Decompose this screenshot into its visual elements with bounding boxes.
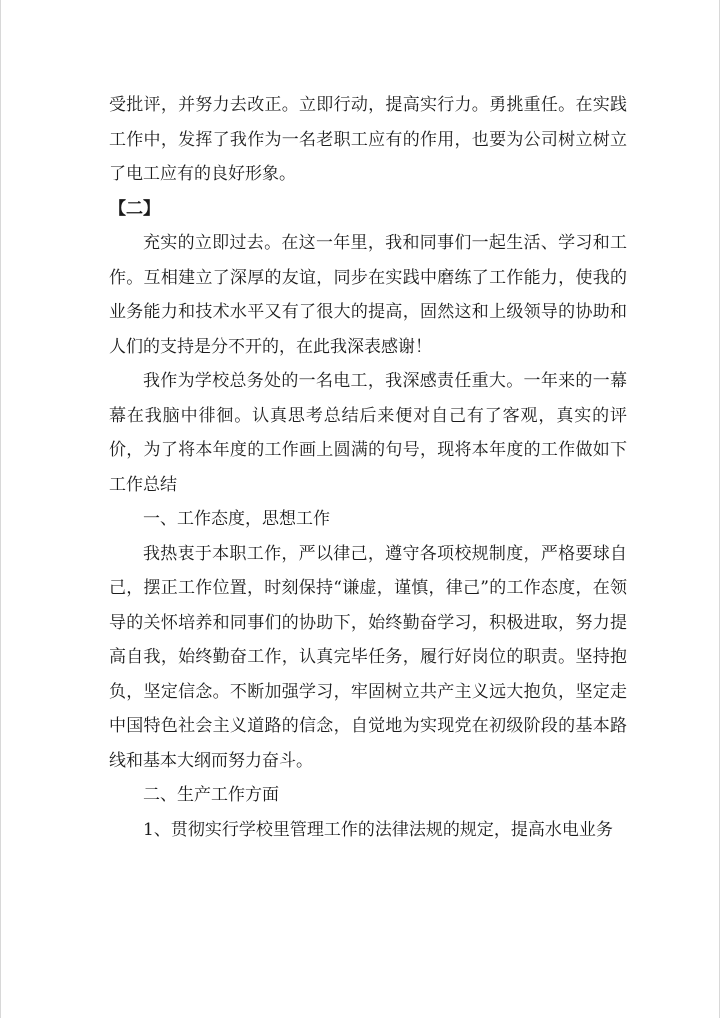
section-heading-attitude: 一、工作态度，思想工作 xyxy=(143,509,330,529)
document-body xyxy=(109,88,627,847)
section-heading-production: 二、生产工作方面 xyxy=(143,785,279,805)
section-marker: 【二】 xyxy=(109,198,160,219)
paragraph-continuation: 受批评，并努力去改正。立即行动，提高实行力。勇挑重任。在实践工作中，发挥了我作为一名老职工应有的作用，也要为公司树立树立了电工应有的良好形象。 xyxy=(109,95,627,184)
paragraph-intro: 充实的立即过去。在这一年里，我和同事们一起生活、学习和工作。互相建立了深厚的友谊，同步在实践中磨练了工作能力，使我的业务能力和技术水平又有了很大的提高，固然这和上级领导的协助和人们的支持是分不开的，在此我深表感谢！ xyxy=(109,233,627,357)
paragraph-attitude: 我热衷于本职工作，严以律己，遵守各项校规制度，严格要球自己，摆正工作位置，时刻保持“谦虚，谨慎，律己”的工作态度，在领导的关怀培养和同事们的协助下，始终勤奋学习，积极进取，努力提高自我，始终勤奋工作，认真完毕任务，履行好岗位的职责。坚持抱负，坚定信念。不断加强学习，牢固树立共产主义远大抱负，坚定走中国特色社会主义道路的信念，自觉地为实现党在初级阶段的基本路线和基本大纲而努力奋斗。 xyxy=(109,543,627,771)
paragraph-item-1: 1、贯彻实行学校里管理工作的法律法规的规定，提高水电业务 xyxy=(143,819,613,840)
paragraph-role: 我作为学校总务处的一名电工，我深感责任重大。一年来的一幕幕在我脑中徘徊。认真思考总结后来便对自己有了客观，真实的评价，为了将本年度的工作画上圆满的句号，现将本年度的工作做如下工作总结 xyxy=(109,371,627,495)
